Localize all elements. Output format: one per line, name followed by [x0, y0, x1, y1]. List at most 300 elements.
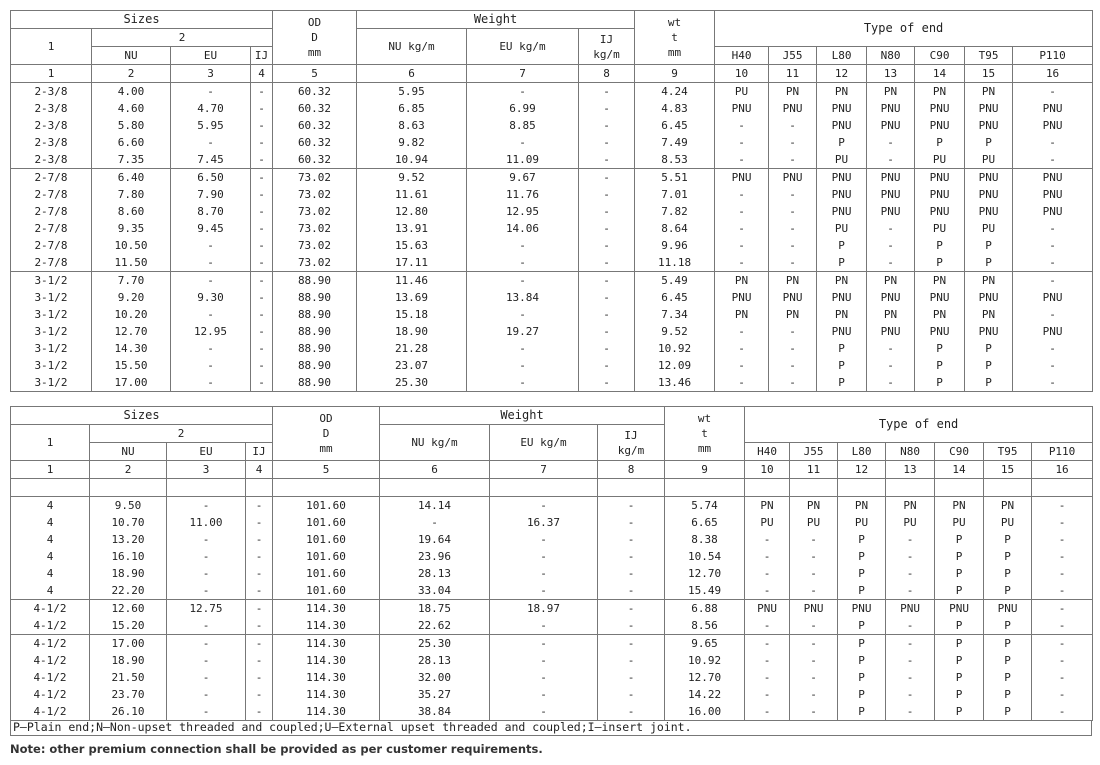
column-number: 16	[1013, 65, 1093, 83]
size-cell: 2-3/8	[11, 117, 92, 134]
p110-cell: PNU	[1013, 169, 1093, 187]
nu-weight-cell: 10.50	[92, 237, 171, 254]
h40-cell: -	[715, 186, 769, 203]
nu-weight-cell: 10.70	[90, 514, 167, 531]
p110-cell: -	[1013, 237, 1093, 254]
n80-cell: -	[886, 686, 935, 703]
j55-cell: -	[769, 340, 817, 357]
nu-kgm-cell: 33.04	[380, 582, 490, 600]
column-number: 15	[984, 461, 1032, 479]
column-number: 5	[273, 461, 380, 479]
grade-h40-header: H40	[715, 47, 769, 65]
l80-cell: P	[838, 652, 886, 669]
j55-cell: -	[769, 374, 817, 392]
l80-cell: PNU	[817, 117, 867, 134]
nu-kgm-cell: 28.13	[380, 565, 490, 582]
od-cell: 60.32	[273, 100, 357, 117]
od-header-line3: mm	[319, 442, 333, 455]
l80-cell: P	[838, 548, 886, 565]
table-row	[11, 582, 1093, 600]
nu-weight-cell: 15.50	[92, 357, 171, 374]
od-cell: 114.30	[273, 600, 380, 618]
ij-weight-cell: -	[251, 306, 273, 323]
wall-thickness-cell: 16.00	[665, 703, 745, 721]
ij-header: IJ	[246, 443, 273, 461]
od-cell: 101.60	[273, 582, 380, 600]
type-of-end-header: Type of end	[745, 407, 1093, 443]
n80-cell: PNU	[867, 203, 915, 220]
eu-weight-cell: 12.95	[171, 323, 251, 340]
j55-cell: PNU	[769, 169, 817, 187]
wall-thickness-cell: 11.18	[635, 254, 715, 272]
eu-weight-cell: 7.90	[171, 186, 251, 203]
h40-cell: -	[715, 117, 769, 134]
table-row	[11, 323, 1093, 340]
ij-weight-cell: -	[251, 169, 273, 187]
wall-thickness-cell: 6.45	[635, 289, 715, 306]
od-cell: 101.60	[273, 514, 380, 531]
size-cell: 2-7/8	[11, 169, 92, 187]
h40-cell: PN	[715, 272, 769, 290]
column-number: 5	[273, 65, 357, 83]
eu-kgm-cell: 14.06	[467, 220, 579, 237]
ij-weight-cell: -	[251, 374, 273, 392]
t95-cell: PN	[984, 497, 1032, 515]
column-number: 14	[935, 461, 984, 479]
t95-cell: P	[984, 635, 1032, 653]
nu-kgm-cell: 17.11	[357, 254, 467, 272]
nu-weight-cell: 21.50	[90, 669, 167, 686]
ij-weight-cell: -	[251, 340, 273, 357]
t95-cell: PU	[984, 514, 1032, 531]
ij-kgm-cell: -	[579, 220, 635, 237]
t95-cell: P	[984, 565, 1032, 582]
p110-cell: -	[1032, 514, 1093, 531]
c90-cell: PNU	[915, 289, 965, 306]
n80-cell: -	[867, 134, 915, 151]
p110-cell: -	[1013, 83, 1093, 101]
od-header	[273, 11, 357, 65]
h40-cell: -	[745, 531, 790, 548]
j55-cell: -	[769, 357, 817, 374]
column-number: 11	[790, 461, 838, 479]
nu-kgm-cell: 21.28	[357, 340, 467, 357]
nu-kgm-cell: 38.84	[380, 703, 490, 721]
weight-header: Weight	[357, 11, 635, 29]
n80-cell: -	[886, 565, 935, 582]
nu-kgm-cell: 9.52	[357, 169, 467, 187]
n80-cell: -	[867, 237, 915, 254]
t95-cell: PU	[965, 220, 1013, 237]
od-cell: 101.60	[273, 497, 380, 515]
ij-weight-cell: -	[246, 669, 273, 686]
p110-cell: -	[1032, 703, 1093, 721]
ij-kgm-cell: -	[579, 237, 635, 254]
j55-cell: -	[790, 652, 838, 669]
h40-cell: PNU	[715, 289, 769, 306]
blank-cell	[1032, 479, 1093, 497]
grade-l80-header: L80	[817, 47, 867, 65]
end-type-legend: P—Plain end;N—Non-upset threaded and coupled;U—External upset threaded and coupled;I—insert joint.	[10, 720, 1092, 736]
ij-header: IJ	[251, 47, 273, 65]
ij-weight-cell: -	[246, 600, 273, 618]
p110-cell: -	[1032, 617, 1093, 635]
eu-weight-cell: -	[167, 531, 246, 548]
p110-cell: PNU	[1013, 100, 1093, 117]
table-row	[11, 548, 1093, 565]
od-cell: 60.32	[273, 83, 357, 101]
n80-cell: -	[867, 151, 915, 169]
blank-cell	[167, 479, 246, 497]
nu-kgm-cell: 6.85	[357, 100, 467, 117]
ij-weight-cell: -	[251, 151, 273, 169]
eu-kgm-cell: -	[490, 703, 598, 721]
l80-cell: P	[817, 134, 867, 151]
nu-weight-cell: 6.60	[92, 134, 171, 151]
od-cell: 88.90	[273, 306, 357, 323]
table-row	[11, 531, 1093, 548]
h40-cell: -	[715, 134, 769, 151]
ij-weight-cell: -	[246, 635, 273, 653]
grade-t95-header: T95	[965, 47, 1013, 65]
c90-cell: P	[935, 669, 984, 686]
l80-cell: P	[817, 340, 867, 357]
od-cell: 88.90	[273, 357, 357, 374]
grade-n80-header: N80	[886, 443, 935, 461]
h40-cell: -	[715, 340, 769, 357]
n80-cell: -	[886, 548, 935, 565]
od-cell: 73.02	[273, 186, 357, 203]
blank-row	[11, 479, 1093, 497]
j55-cell: -	[769, 237, 817, 254]
ij-weight-cell: -	[251, 134, 273, 151]
column-number: 7	[490, 461, 598, 479]
p110-cell: PNU	[1013, 323, 1093, 340]
column-number: 6	[380, 461, 490, 479]
wall-thickness-cell: 10.54	[665, 548, 745, 565]
h40-cell: PU	[715, 83, 769, 101]
table-row	[11, 514, 1093, 531]
column-number: 1	[11, 65, 92, 83]
nu-kgm-cell: 11.61	[357, 186, 467, 203]
table-row	[11, 374, 1093, 392]
ij-weight-cell: -	[246, 514, 273, 531]
nu-header: NU	[92, 47, 171, 65]
eu-weight-cell: 12.75	[167, 600, 246, 618]
t95-cell: P	[984, 703, 1032, 721]
od-cell: 88.90	[273, 272, 357, 290]
tubing-table-1	[10, 10, 1093, 392]
l80-cell: PNU	[817, 289, 867, 306]
eu-weight-cell: -	[171, 83, 251, 101]
table-row	[11, 340, 1093, 357]
column-number: 10	[745, 461, 790, 479]
size-cell: 3-1/2	[11, 272, 92, 290]
eu-kgm-header: EU kg/m	[490, 425, 598, 461]
h40-cell: -	[715, 203, 769, 220]
ij-kgm-line2: kg/m	[617, 443, 645, 457]
grade-j55-header: J55	[790, 443, 838, 461]
j55-cell: PNU	[769, 100, 817, 117]
eu-kgm-cell: 13.84	[467, 289, 579, 306]
size-cell: 2-3/8	[11, 83, 92, 101]
eu-weight-cell: -	[171, 374, 251, 392]
l80-cell: PN	[817, 306, 867, 323]
p110-cell: -	[1013, 357, 1093, 374]
column-number: 8	[598, 461, 665, 479]
l80-cell: PU	[817, 151, 867, 169]
ij-weight-cell: -	[246, 531, 273, 548]
blank-cell	[886, 479, 935, 497]
grade-p110-header: P110	[1013, 47, 1093, 65]
j55-cell: -	[769, 117, 817, 134]
p110-cell: -	[1032, 565, 1093, 582]
t95-cell: P	[984, 617, 1032, 635]
table-row	[11, 600, 1093, 618]
od-cell: 114.30	[273, 652, 380, 669]
c90-cell: PN	[915, 306, 965, 323]
size-cell: 4	[11, 514, 90, 531]
wall-thickness-cell: 7.49	[635, 134, 715, 151]
size-cell: 3-1/2	[11, 340, 92, 357]
size-cell: 2-3/8	[11, 151, 92, 169]
nu-weight-cell: 15.20	[90, 617, 167, 635]
p110-cell: -	[1032, 582, 1093, 600]
l80-cell: PNU	[817, 169, 867, 187]
n80-cell: -	[886, 652, 935, 669]
od-cell: 114.30	[273, 703, 380, 721]
ij-kgm-cell: -	[598, 497, 665, 515]
c90-cell: PN	[935, 497, 984, 515]
nu-kgm-cell: 14.14	[380, 497, 490, 515]
nu-weight-cell: 18.90	[90, 565, 167, 582]
nu-kgm-cell: 10.94	[357, 151, 467, 169]
table-row	[11, 272, 1093, 290]
j55-cell: -	[769, 134, 817, 151]
eu-header: EU	[167, 443, 246, 461]
nu-weight-cell: 12.60	[90, 600, 167, 618]
table-row	[11, 254, 1093, 272]
p110-cell: -	[1032, 531, 1093, 548]
wall-thickness-cell: 13.46	[635, 374, 715, 392]
nu-kgm-cell: 35.27	[380, 686, 490, 703]
h40-cell: -	[715, 220, 769, 237]
t95-cell: P	[984, 582, 1032, 600]
sizes-header: Sizes	[11, 11, 273, 29]
c90-cell: P	[935, 635, 984, 653]
column-number: 12	[817, 65, 867, 83]
column-number: 1	[11, 461, 90, 479]
nu-kgm-cell: 15.63	[357, 237, 467, 254]
nu-kgm-cell: 12.80	[357, 203, 467, 220]
l80-cell: PN	[817, 272, 867, 290]
sub-2-header: 2	[92, 29, 273, 47]
eu-weight-cell: -	[167, 635, 246, 653]
nu-kgm-header: NU kg/m	[380, 425, 490, 461]
t95-cell: P	[965, 134, 1013, 151]
c90-cell: P	[915, 357, 965, 374]
column-number: 13	[867, 65, 915, 83]
eu-kgm-cell: -	[467, 306, 579, 323]
h40-cell: -	[745, 582, 790, 600]
ij-kgm-cell: -	[579, 100, 635, 117]
ij-weight-cell: -	[246, 617, 273, 635]
footnote: Note: other premium connection shall be provided as per customer requirements.	[10, 742, 543, 756]
ij-kgm-line1: IJ	[624, 428, 638, 442]
eu-kgm-cell: -	[490, 582, 598, 600]
eu-weight-cell: -	[167, 652, 246, 669]
table-row	[11, 497, 1093, 515]
l80-cell: PU	[817, 220, 867, 237]
size-cell: 2-3/8	[11, 134, 92, 151]
ij-kgm-cell: -	[598, 617, 665, 635]
t95-cell: PN	[965, 306, 1013, 323]
c90-cell: P	[935, 617, 984, 635]
c90-cell: P	[935, 652, 984, 669]
eu-weight-cell: -	[171, 357, 251, 374]
c90-cell: P	[915, 254, 965, 272]
od-cell: 60.32	[273, 117, 357, 134]
ij-weight-cell: -	[251, 100, 273, 117]
ij-kgm-cell: -	[598, 514, 665, 531]
blank-cell	[490, 479, 598, 497]
h40-cell: PU	[745, 514, 790, 531]
od-cell: 73.02	[273, 254, 357, 272]
ij-weight-cell: -	[246, 548, 273, 565]
wall-thickness-cell: 14.22	[665, 686, 745, 703]
sub-2-header: 2	[90, 425, 273, 443]
l80-cell: P	[838, 669, 886, 686]
t95-cell: PNU	[965, 169, 1013, 187]
eu-kgm-cell: 18.97	[490, 600, 598, 618]
n80-cell: PU	[886, 514, 935, 531]
wall-thickness-cell: 8.64	[635, 220, 715, 237]
od-cell: 114.30	[273, 635, 380, 653]
eu-kgm-cell: 11.09	[467, 151, 579, 169]
n80-cell: PNU	[867, 323, 915, 340]
ij-kgm-cell: -	[579, 272, 635, 290]
ij-kgm-cell: -	[579, 306, 635, 323]
nu-weight-cell: 9.35	[92, 220, 171, 237]
wall-thickness-cell: 10.92	[665, 652, 745, 669]
t95-cell: P	[965, 254, 1013, 272]
table-row	[11, 186, 1093, 203]
blank-cell	[598, 479, 665, 497]
size-cell: 3-1/2	[11, 306, 92, 323]
h40-cell: -	[745, 686, 790, 703]
ij-weight-cell: -	[251, 83, 273, 101]
j55-cell: -	[769, 220, 817, 237]
t95-cell: PNU	[965, 323, 1013, 340]
nu-weight-cell: 7.35	[92, 151, 171, 169]
c90-cell: PNU	[915, 186, 965, 203]
ij-weight-cell: -	[251, 254, 273, 272]
c90-cell: PN	[915, 83, 965, 101]
table-2-header	[11, 407, 1093, 497]
ij-kgm-cell: -	[579, 340, 635, 357]
nu-weight-cell: 22.20	[90, 582, 167, 600]
c90-cell: PU	[915, 220, 965, 237]
eu-weight-cell: -	[171, 306, 251, 323]
n80-cell: -	[886, 703, 935, 721]
ij-kgm-cell: -	[579, 186, 635, 203]
h40-cell: -	[715, 254, 769, 272]
ij-weight-cell: -	[251, 117, 273, 134]
h40-cell: -	[745, 703, 790, 721]
table-row	[11, 357, 1093, 374]
n80-cell: PNU	[867, 117, 915, 134]
table-row	[11, 565, 1093, 582]
wall-thickness-cell: 5.51	[635, 169, 715, 187]
nu-kgm-cell: 22.62	[380, 617, 490, 635]
nu-kgm-cell: 11.46	[357, 272, 467, 290]
n80-cell: -	[886, 531, 935, 548]
c90-cell: P	[935, 565, 984, 582]
c90-cell: P	[915, 374, 965, 392]
eu-weight-cell: -	[171, 340, 251, 357]
n80-cell: PNU	[867, 169, 915, 187]
t95-cell: P	[984, 686, 1032, 703]
grade-c90-header: C90	[935, 443, 984, 461]
od-header-line2: D	[311, 31, 318, 44]
p110-cell: -	[1032, 669, 1093, 686]
c90-cell: PNU	[915, 100, 965, 117]
od-cell: 101.60	[273, 531, 380, 548]
ij-kgm-cell: -	[598, 635, 665, 653]
wall-thickness-cell: 8.53	[635, 151, 715, 169]
eu-kgm-cell: -	[467, 340, 579, 357]
l80-cell: P	[838, 617, 886, 635]
nu-kgm-cell: 13.91	[357, 220, 467, 237]
nu-weight-cell: 18.90	[90, 652, 167, 669]
table-row	[11, 306, 1093, 323]
wall-thickness-cell: 5.74	[665, 497, 745, 515]
size-cell: 4	[11, 548, 90, 565]
nu-kgm-cell: 23.07	[357, 357, 467, 374]
ij-weight-cell: -	[246, 497, 273, 515]
eu-kgm-cell: -	[490, 497, 598, 515]
nu-weight-cell: 12.70	[92, 323, 171, 340]
eu-weight-cell: -	[171, 272, 251, 290]
n80-cell: -	[886, 582, 935, 600]
j55-cell: PN	[769, 83, 817, 101]
nu-weight-cell: 9.20	[92, 289, 171, 306]
blank-cell	[273, 479, 380, 497]
eu-weight-cell: 5.95	[171, 117, 251, 134]
n80-cell: PNU	[867, 289, 915, 306]
h40-cell: -	[745, 669, 790, 686]
nu-weight-cell: 5.80	[92, 117, 171, 134]
table-row	[11, 169, 1093, 187]
od-cell: 73.02	[273, 169, 357, 187]
n80-cell: PNU	[867, 186, 915, 203]
n80-cell: PN	[867, 306, 915, 323]
n80-cell: PN	[886, 497, 935, 515]
blank-cell	[665, 479, 745, 497]
eu-header: EU	[171, 47, 251, 65]
size-cell: 4	[11, 531, 90, 548]
od-cell: 60.32	[273, 134, 357, 151]
p110-cell: -	[1013, 151, 1093, 169]
t95-cell: PN	[965, 272, 1013, 290]
ij-kgm-cell: -	[598, 548, 665, 565]
wt-header-line3: mm	[697, 442, 712, 455]
eu-weight-cell: -	[171, 134, 251, 151]
size-cell: 3-1/2	[11, 323, 92, 340]
nu-weight-cell: 4.00	[92, 83, 171, 101]
column-number-row	[11, 461, 1093, 479]
eu-kgm-cell: -	[490, 617, 598, 635]
